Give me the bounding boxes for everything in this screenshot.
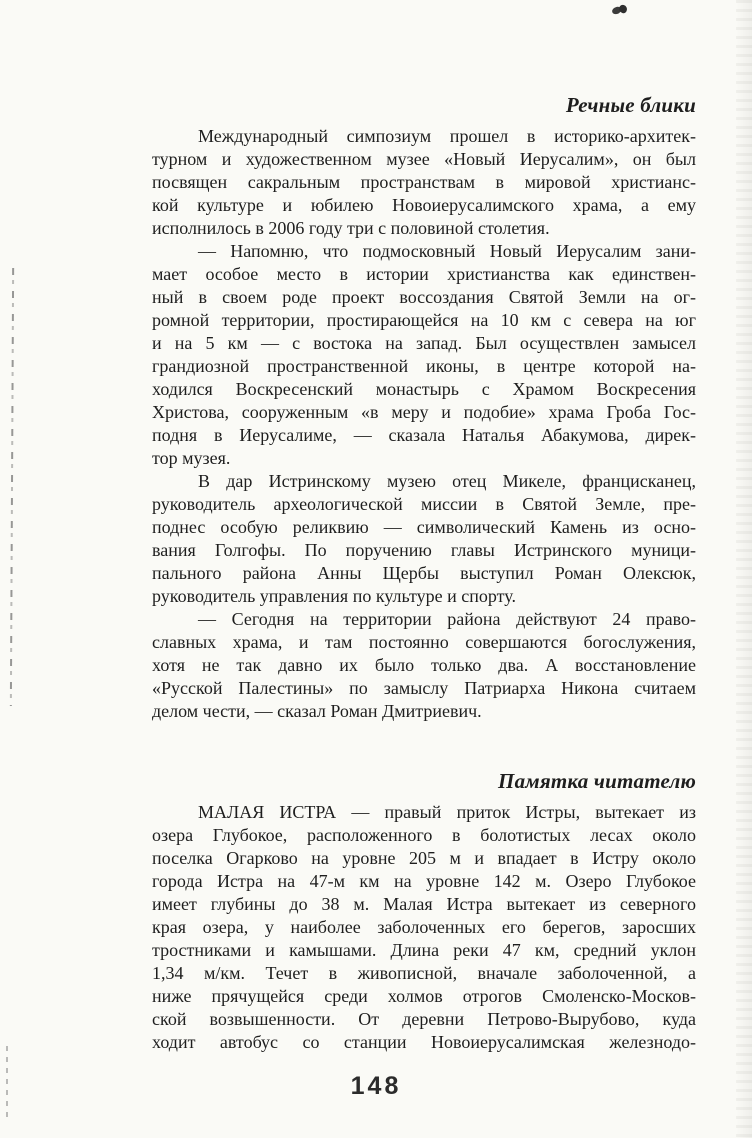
text-line: хотя не так давно их было только два. А восстановление	[152, 655, 696, 675]
text-line: вания Голгофы. По поручению главы Истринского муници-	[152, 540, 696, 560]
text-line: озера Глубокое, расположенного в болотистых лесах около	[152, 825, 696, 845]
text-line: пального района Анны Щербы выступил Роман Олексюк,	[152, 563, 696, 583]
right-edge-scan-artifact	[736, 0, 752, 1138]
paragraph	[152, 240, 696, 470]
text-line: имеет глубины до 38 м. Малая Истра вытекает из северного	[152, 894, 696, 914]
text-line: В дар Истринскому музею отец Микеле, францисканец,	[198, 471, 696, 491]
text-line: ходился Воскресенский монастырь с Храмом Воскресения	[152, 379, 696, 399]
text-line: делом чести, — сказал Роман Дмитриевич.	[152, 701, 482, 721]
text-line: тростниками и камышами. Длина реки 47 км, средний уклон	[152, 940, 696, 960]
ink-smudge-icon	[612, 5, 627, 15]
text-line: посвящен сакральным пространствам в мировой христианс-	[152, 172, 696, 192]
text-line: славных храма, и там постоянно совершаются богослужения,	[152, 632, 696, 652]
text-line: подня в Иерусалиме, — сказала Наталья Абакумова, дирек-	[152, 425, 696, 445]
text-line: ходит автобус со станции Новоиерусалимская железнодо-	[152, 1032, 696, 1052]
text-line: Международный симпозиум прошел в историко-архитек-	[198, 126, 696, 146]
page-number: 148	[350, 1072, 402, 1100]
left-edge-dashed-line-artifact	[10, 268, 14, 706]
text-line: руководитель археологической миссии в Святой Земле, пре-	[152, 494, 696, 514]
text-line: края озера, у наиболее заболоченных его берегов, заросших	[152, 917, 696, 937]
paragraph	[152, 470, 696, 608]
text-line: грандиозной пространственной иконы, в центре которой на-	[152, 356, 696, 376]
text-line: поднес особую реликвию — символический Камень из осно-	[152, 517, 696, 537]
text-line: тор музея.	[152, 448, 231, 468]
text-line: ромной территории, простирающейся на 10 км с севера на юг	[152, 310, 696, 330]
paragraph	[152, 125, 696, 240]
text-line: 1,34 м/км. Течет в живописной, вначале заболоченной, а	[152, 963, 696, 983]
text-line: ниже прячущейся среди холмов отрогов Смоленско-Москов-	[152, 986, 696, 1006]
text-line: мает особое место в истории христианства как единствен-	[152, 264, 696, 284]
section-heading: Памятка читателю	[498, 769, 696, 793]
text-line: города Истра на 47-м км на уровне 142 м. Озеро Глубокое	[152, 871, 696, 891]
text-line: и на 5 км — с востока на запад. Был осуществлен замысел	[152, 333, 696, 353]
paragraph	[152, 801, 696, 1054]
paragraph	[152, 608, 696, 723]
text-line: ный в своем роде проект воссоздания Святой Земли на ог-	[152, 287, 696, 307]
section-heading: Речные блики	[565, 93, 696, 117]
page-content	[152, 94, 696, 1054]
text-line: руководитель управления по культуре и спорту.	[152, 586, 516, 606]
text-line: «Русской Палестины» по замыслу Патриарха Никона считаем	[152, 678, 696, 698]
text-line: — Напомню, что подмосковный Новый Иерусалим зани-	[198, 241, 696, 261]
text-line: кой культуре и юбилею Новоиерусалимского храма, а ему	[152, 195, 696, 215]
text-line: исполнилось в 2006 году три с половиной столетия.	[152, 218, 550, 238]
text-line: Христова, сооруженным «в меру и подобие» храма Гроба Гос-	[152, 402, 696, 422]
text-line: — Сегодня на территории района действуют 24 право-	[198, 609, 696, 629]
text-line: ской возвышенности. От деревни Петрово-Вырубово, куда	[152, 1009, 696, 1029]
text-line: поселка Огарково на уровне 205 м и впадает в Истру около	[152, 848, 696, 868]
text-line: МАЛАЯ ИСТРА — правый приток Истры, вытекает из	[198, 802, 696, 822]
text-line: турном и художественном музее «Новый Иерусалим», он был	[152, 149, 696, 169]
